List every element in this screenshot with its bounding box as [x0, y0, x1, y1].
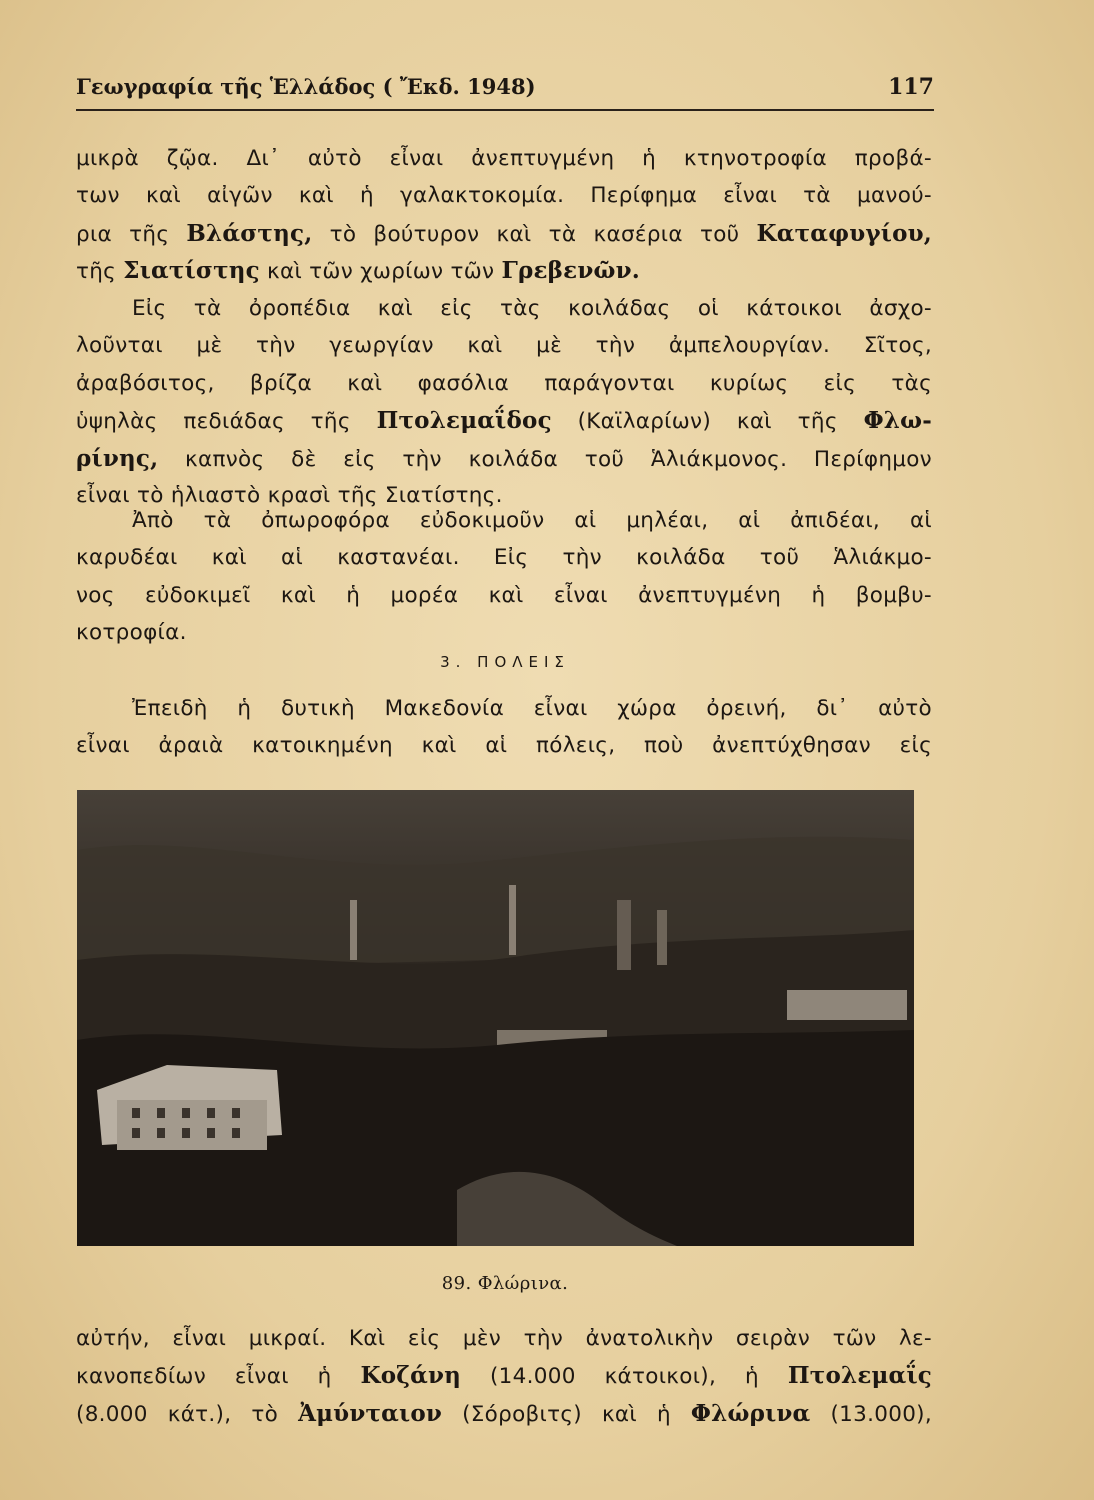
text-line: Εἰς τὰ ὀροπέδια καὶ εἰς τὰς κοιλάδας οἱ κάτοικοι ἀσχο-	[132, 296, 932, 321]
place-ptolemaida: Πτολεμαΐδος	[376, 407, 552, 435]
section-heading: 3. ΠΟΛΕΙΣ	[440, 653, 570, 671]
text-line: τῆς Σιατίστης καὶ τῶν χωρίων τῶν Γρεβενῶν.	[76, 257, 640, 285]
header-rule	[76, 109, 934, 111]
header-title: Γεωγραφία τῆς Ἑλλάδος ( Ἔκδ. 1948)	[76, 74, 536, 99]
paragraph-cities	[76, 690, 932, 765]
florina-photograph	[77, 790, 914, 1246]
place-florina-town: Φλώρινα	[690, 1399, 811, 1427]
text-line: Ἐπειδὴ ἡ δυτικὴ Μακεδονία εἶναι χώρα ὀρεινή, δι᾿ αὐτὸ	[132, 696, 932, 721]
text-line: των καὶ αἰγῶν καὶ ἡ γαλακτοκομία. Περίφημα εἶναι τὰ μανού-	[76, 183, 932, 209]
text-line: κοτροφία.	[76, 620, 187, 646]
place-katafygio: Καταφυγίου,	[756, 219, 932, 247]
text-line: καρυδέαι καὶ αἱ καστανέαι. Εἰς τὴν κοιλάδα τοῦ Ἁλιάκμο-	[76, 545, 932, 571]
paragraph-fruit-trees	[76, 502, 932, 652]
place-siatista: Σιατίστης	[123, 257, 260, 285]
place-amyntaio: Ἀμύνταιον	[298, 1399, 443, 1427]
running-header	[76, 74, 934, 104]
text-line: λοῦνται μὲ τὴν γεωργίαν καὶ μὲ τὴν ἀμπελουργίαν. Σῖτος,	[76, 333, 932, 359]
paragraph-agriculture	[76, 290, 932, 514]
text-line: εἶναι τὸ ἡλιαστὸ κρασὶ τῆς Σιατίστης.	[76, 482, 503, 508]
place-grevena: Γρεβενῶν.	[501, 257, 640, 285]
text-line: ρια τῆς Βλάστης, τὸ βούτυρον καὶ τὰ κασέρια τοῦ Καταφυγίου,	[76, 219, 932, 247]
paragraph-livestock	[76, 140, 932, 290]
text-line: νος εὐδοκιμεῖ καὶ ἡ μορέα καὶ εἶναι ἀνεπτυγμένη ἡ βομβυ-	[76, 582, 932, 608]
text-line: αὐτήν, εἶναι μικραί. Καὶ εἰς μὲν τὴν ἀνατολικὴν σειρὰν τῶν λε-	[76, 1326, 932, 1351]
place-florina: Φλω-	[863, 407, 932, 435]
text-line: μικρὰ ζῷα. Δι᾿ αὐτὸ εἶναι ἀνεπτυγμένη ἡ κτηνοτροφία προβά-	[76, 146, 932, 171]
text-line: ρίνης, καπνὸς δὲ εἰς τὴν κοιλάδα τοῦ Ἁλιάκμονος. Περίφημον	[76, 444, 932, 472]
text-line: Ἀπὸ τὰ ὀπωροφόρα εὐδοκιμοῦν αἱ μηλέαι, αἱ ἀπιδέαι, αἱ	[132, 508, 932, 533]
page-number: 117	[888, 74, 934, 100]
place-vlasti: Βλάστης,	[186, 219, 313, 247]
text-line: κανοπεδίων εἶναι ἡ Κοζάνη (14.000 κάτοικοι), ἡ Πτολεμαΐς	[76, 1362, 932, 1390]
text-line: ἀραβόσιτος, βρίζα καὶ φασόλια παράγονται κυρίως εἰς τὰς	[76, 370, 932, 396]
text-line: (8.000 κάτ.), τὸ Ἀμύνταιον (Σόροβιτς) καὶ ἡ Φλώρινα (13.000),	[76, 1399, 932, 1427]
place-ptolemais: Πτολεμαΐς	[787, 1362, 932, 1390]
figure-caption: 89. Φλώρινα.	[441, 1273, 569, 1294]
text-line: εἶναι ἀραιὰ κατοικημένη καὶ αἱ πόλεις, ποὺ ἀνεπτύχθησαν εἰς	[76, 733, 932, 759]
paragraph-towns	[76, 1320, 932, 1432]
text-line: ὑψηλὰς πεδιάδας τῆς Πτολεμαΐδος (Καϊλαρίων) καὶ τῆς Φλω-	[76, 407, 932, 435]
place-kozani: Κοζάνη	[360, 1362, 462, 1390]
